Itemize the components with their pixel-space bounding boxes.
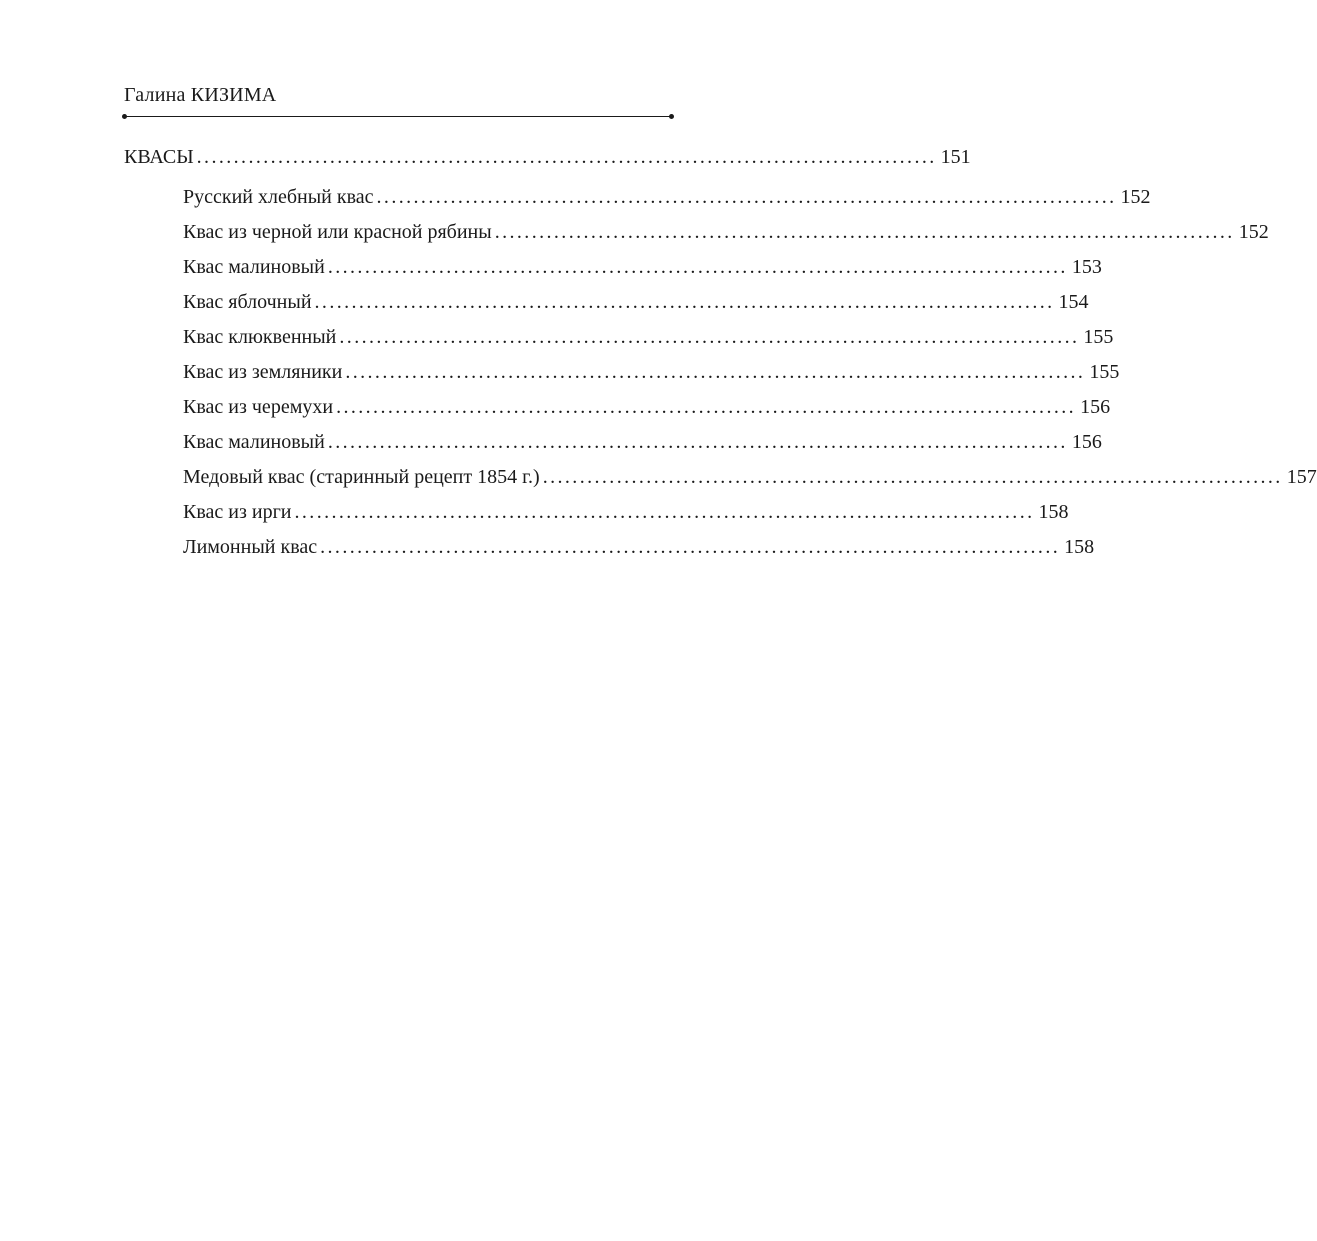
rule-end-dot-left	[122, 114, 127, 119]
toc-entry	[183, 534, 1095, 560]
dot-leader: ....................................................................................................	[327, 256, 1068, 278]
toc-section-page: 151	[940, 146, 971, 168]
toc-entry-title: Русский хлебный квас	[183, 186, 374, 208]
toc-entry	[183, 359, 1120, 385]
toc-entry-page: 156	[1080, 396, 1111, 418]
dot-leader: ....................................................................................................	[339, 326, 1080, 348]
toc-entry-title: Медовый квас (старинный рецепт 1854 г.)	[183, 466, 540, 488]
toc-entry-page: 158	[1064, 536, 1095, 558]
header-rule	[124, 116, 672, 117]
dot-leader: ....................................................................................................	[336, 396, 1077, 418]
toc-entry-page: 153	[1071, 256, 1102, 278]
toc-entry	[183, 184, 1151, 210]
rule-end-dot-right	[669, 114, 674, 119]
toc-entry	[183, 499, 1069, 525]
dot-leader: ....................................................................................................	[294, 501, 1035, 523]
toc-entry	[183, 254, 1102, 280]
toc-entry-title: Квас из земляники	[183, 361, 343, 383]
dot-leader: ....................................................................................................	[196, 146, 937, 168]
toc-entry	[183, 324, 1114, 350]
dot-leader: ....................................................................................................	[345, 361, 1086, 383]
toc-entry-page: 158	[1038, 501, 1069, 523]
toc-entry-page: 152	[1238, 221, 1269, 243]
toc-section-row	[124, 144, 971, 170]
toc-entry	[183, 429, 1102, 455]
toc-entry-title: Лимонный квас	[183, 536, 318, 558]
author-name: Галина КИЗИМА	[124, 84, 277, 106]
dot-leader: ....................................................................................................	[314, 291, 1055, 313]
toc-entry	[183, 464, 1317, 490]
toc-section-title: КВАСЫ	[124, 146, 194, 168]
toc-entry-page: 155	[1083, 326, 1114, 348]
toc-entry-title: Квас клюквенный	[183, 326, 337, 348]
toc-entry	[183, 289, 1089, 315]
dot-leader: ....................................................................................................	[320, 536, 1061, 558]
toc-entry	[183, 219, 1269, 245]
toc-entry-page: 157	[1286, 466, 1317, 488]
toc-entry-title: Квас яблочный	[183, 291, 312, 313]
dot-leader: ....................................................................................................	[376, 186, 1117, 208]
toc-entry-title: Квас из черемухи	[183, 396, 334, 418]
toc-entry	[183, 394, 1111, 420]
toc-entry-page: 156	[1071, 431, 1102, 453]
dot-leader: ....................................................................................................	[494, 221, 1235, 243]
toc-entry-page: 155	[1089, 361, 1120, 383]
toc-entry-title: Квас из ирги	[183, 501, 292, 523]
toc-entry-title: Квас малиновый	[183, 431, 325, 453]
toc-entry-page: 154	[1058, 291, 1089, 313]
toc-entry-title: Квас малиновый	[183, 256, 325, 278]
toc-entry-title: Квас из черной или красной рябины	[183, 221, 492, 243]
dot-leader: ....................................................................................................	[542, 466, 1283, 488]
dot-leader: ....................................................................................................	[327, 431, 1068, 453]
toc-entry-page: 152	[1120, 186, 1151, 208]
